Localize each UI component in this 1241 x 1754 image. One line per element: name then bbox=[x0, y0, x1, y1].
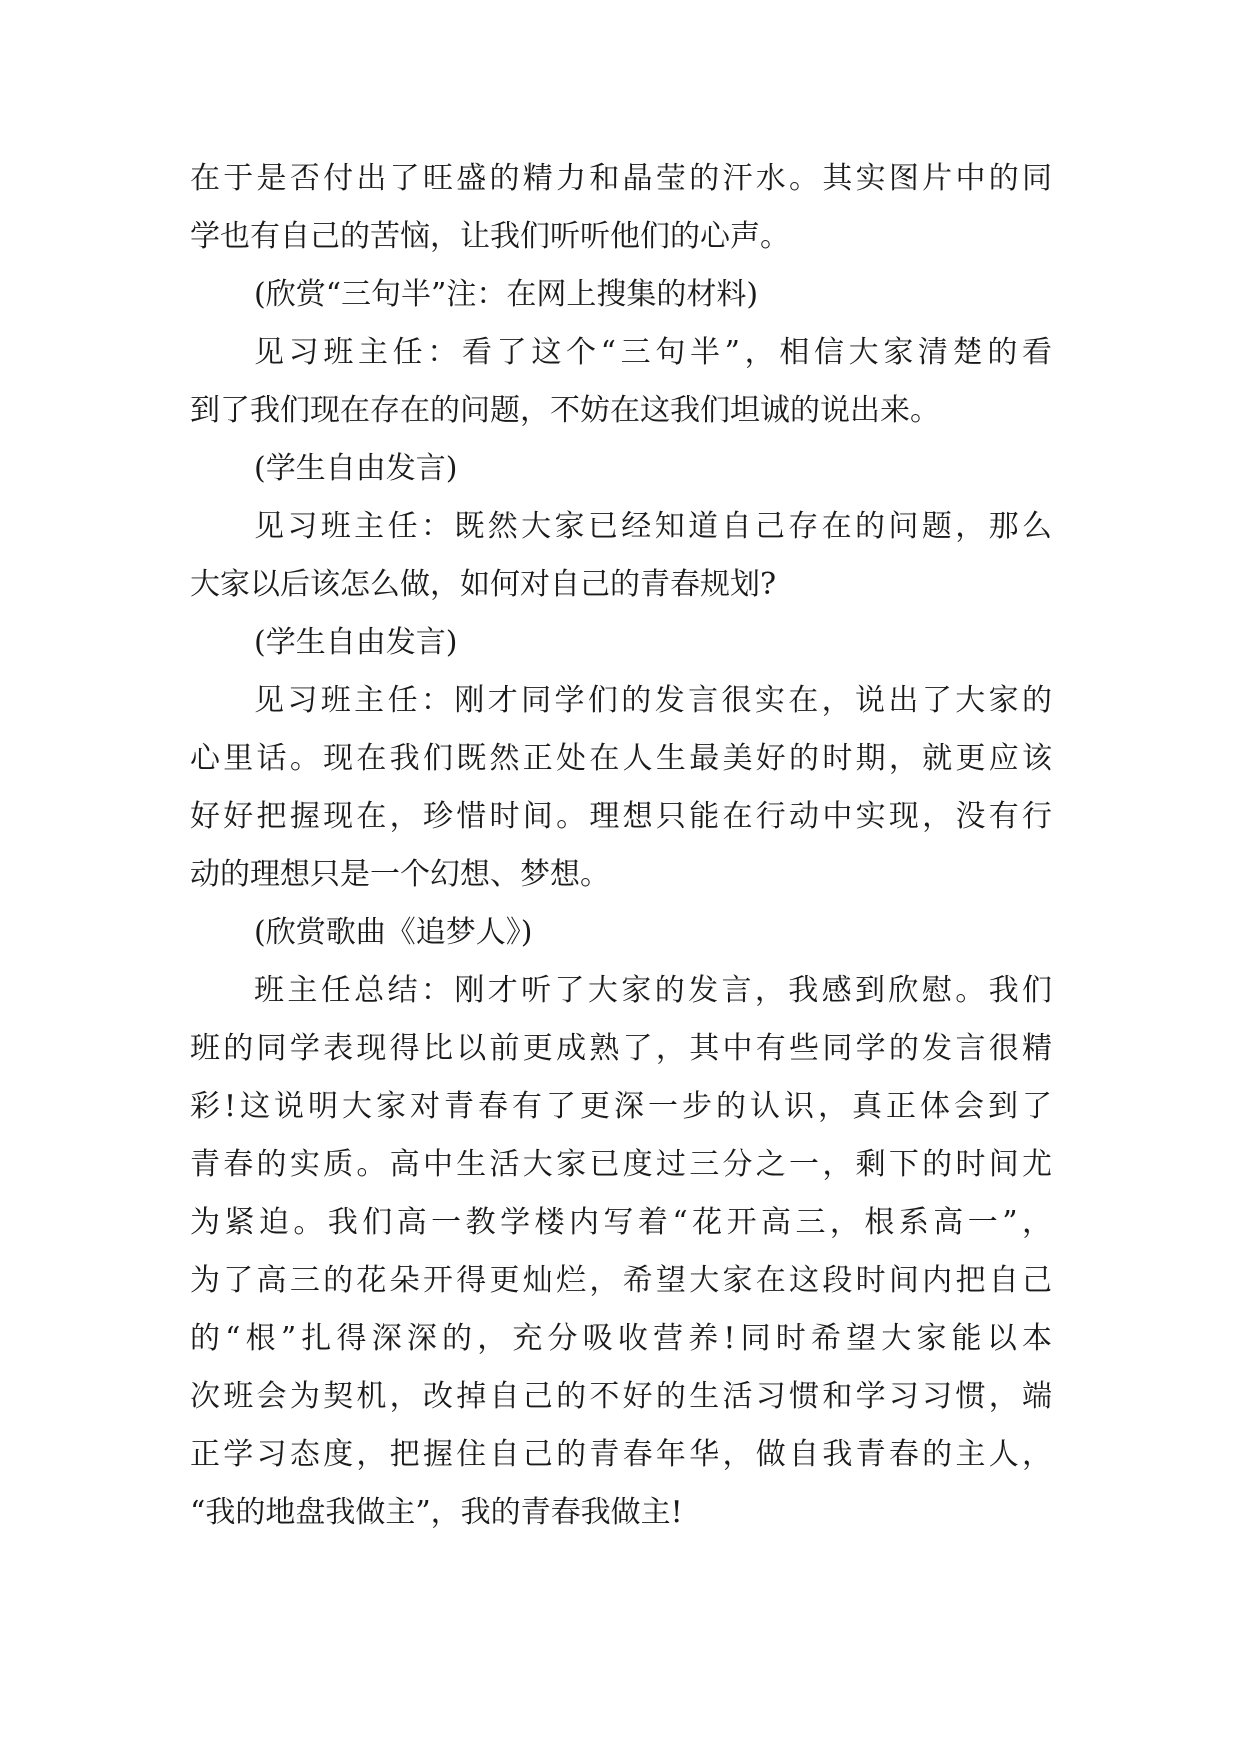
text-line: 见习班主任：既然大家已经知道自己存在的问题，那么 bbox=[254, 509, 1052, 544]
text-line: 彩!这说明大家对青春有了更深一步的认识，真正体会到了 bbox=[190, 1089, 1052, 1124]
text-line: 为紧迫。我们高一教学楼内写着“花开高三，根系高一”， bbox=[190, 1205, 1052, 1240]
text-line: 动的理想只是一个幻想、梦想。 bbox=[190, 857, 610, 892]
text-line: (学生自由发言) bbox=[254, 625, 458, 660]
text-line: 见习班主任：看了这个“三句半”，相信大家清楚的看 bbox=[254, 335, 1052, 370]
text-line: 次班会为契机，改掉自己的不好的生活习惯和学习习惯，端 bbox=[190, 1379, 1052, 1414]
text-line: 在于是否付出了旺盛的精力和晶莹的汗水。其实图片中的同 bbox=[190, 161, 1052, 196]
document-body bbox=[190, 150, 1052, 1542]
text-line: 心里话。现在我们既然正处在人生最美好的时期，就更应该 bbox=[190, 741, 1052, 776]
text-line: 大家以后该怎么做，如何对自己的青春规划? bbox=[190, 567, 777, 602]
text-line: 好好把握现在，珍惜时间。理想只能在行动中实现，没有行 bbox=[190, 799, 1052, 834]
text-line: 班主任总结：刚才听了大家的发言，我感到欣慰。我们 bbox=[254, 973, 1052, 1008]
text-line: 正学习态度，把握住自己的青春年华，做自我青春的主人， bbox=[190, 1437, 1052, 1472]
text-line: 到了我们现在存在的问题，不妨在这我们坦诚的说出来。 bbox=[190, 393, 940, 428]
text-line: 班的同学表现得比以前更成熟了，其中有些同学的发言很精 bbox=[190, 1031, 1052, 1066]
text-line: 见习班主任：刚才同学们的发言很实在，说出了大家的 bbox=[254, 683, 1052, 718]
text-line: (欣赏歌曲《追梦人》) bbox=[254, 915, 533, 950]
text-line: (学生自由发言) bbox=[254, 451, 458, 486]
text-line: (欣赏“三句半”注：在网上搜集的材料) bbox=[254, 277, 759, 312]
text-line: 青春的实质。高中生活大家已度过三分之一，剩下的时间尤 bbox=[190, 1147, 1052, 1182]
text-line: 为了高三的花朵开得更灿烂，希望大家在这段时间内把自己 bbox=[190, 1263, 1052, 1298]
text-line: 学也有自己的苦恼，让我们听听他们的心声。 bbox=[190, 219, 790, 254]
text-line: “我的地盘我做主”，我的青春我做主! bbox=[190, 1495, 683, 1530]
text-line: 的“根”扎得深深的，充分吸收营养!同时希望大家能以本 bbox=[190, 1321, 1052, 1356]
